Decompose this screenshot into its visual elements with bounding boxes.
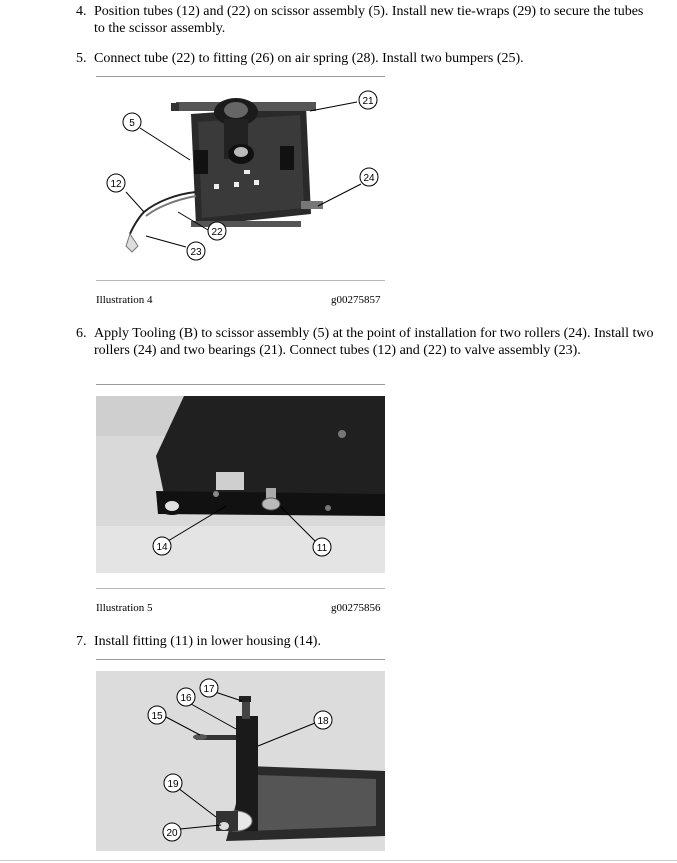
callout-24 [360,168,378,186]
svg-text:21: 21 [362,96,374,107]
callout-21 [359,91,377,109]
illustration-5-code: g00275856 [331,602,381,614]
step-number: 4. [76,4,87,19]
divider [96,76,385,77]
step-7 [76,633,656,650]
step-6 [76,325,656,359]
divider [96,280,385,281]
callout-20 [163,823,181,841]
step-number: 7. [76,634,87,649]
step-text: Connect tube (22) to fitting (26) on air spring (28). Install two bumpers (25). [94,51,524,66]
svg-text:17: 17 [203,684,215,695]
illustration-4-label: Illustration 4 [96,294,153,306]
callout-18 [314,711,332,729]
svg-text:18: 18 [317,716,329,727]
illustration-4-code: g00275857 [331,294,381,306]
callout-15 [148,706,166,724]
step-4 [76,3,656,37]
callout-17 [200,679,218,697]
svg-text:11: 11 [316,543,328,554]
callout-12 [107,174,125,192]
svg-text:20: 20 [166,828,178,839]
page-bottom-border [0,860,677,861]
callout-5 [123,113,141,131]
callout-23 [187,242,205,260]
illustration-5-image [96,396,385,573]
step-text: Apply Tooling (B) to scissor assembly (5) at the point of installation for two rollers (24). Install two rollers (24) and two bearings (21). Connect tubes (12) and (22) to valve assembly (23). [94,326,654,358]
step-text: Install fitting (11) in lower housing (14). [94,634,321,649]
callout-22 [208,222,226,240]
callout-19 [164,774,182,792]
svg-text:15: 15 [151,711,163,722]
step-text: Position tubes (12) and (22) on scissor assembly (5). Install new tie-wraps (29) to secure the tubes to the scissor assembly. [94,4,644,36]
illustration-4-image [96,84,385,274]
callout-16 [177,688,195,706]
svg-text:12: 12 [110,179,122,190]
callout-14 [153,537,171,555]
divider [96,384,385,385]
svg-text:24: 24 [363,173,375,184]
svg-text:5: 5 [129,118,135,129]
svg-text:23: 23 [190,247,202,258]
illustration-6-image [96,671,385,851]
svg-text:22: 22 [211,227,223,238]
step-number: 5. [76,51,87,66]
step-number: 6. [76,326,87,341]
divider [96,659,385,660]
divider [96,588,385,589]
svg-text:16: 16 [180,693,192,704]
svg-text:19: 19 [167,779,179,790]
callout-11 [313,538,331,556]
illustration-5-label: Illustration 5 [96,602,153,614]
svg-text:14: 14 [156,542,168,553]
step-5 [76,50,656,67]
